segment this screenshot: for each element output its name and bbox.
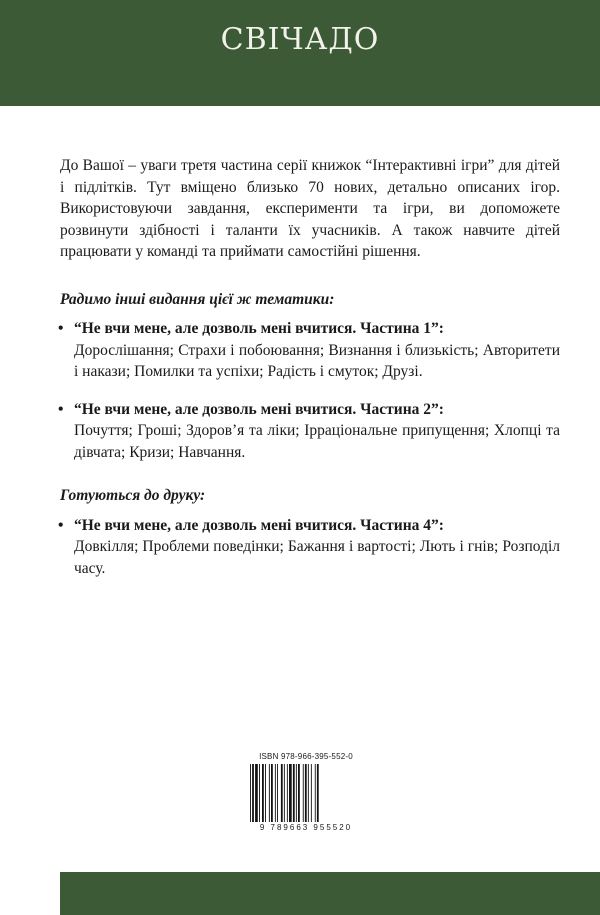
barcode-block: [236, 752, 376, 842]
back-cover-text: [60, 155, 560, 595]
book-title: “Не вчи мене, але дозволь мені вчитися. Частина 2”:: [74, 400, 444, 418]
book-topics: Довкілля; Проблеми поведінки; Бажання і вартості; Лють і гнів; Розподіл часу.: [74, 538, 560, 577]
other-editions-heading: Радимо інші видання цієї ж тематики:: [60, 290, 335, 308]
book-title: “Не вчи мене, але дозволь мені вчитися. Частина 4”:: [74, 516, 444, 534]
bullet-icon: •: [58, 516, 64, 534]
bullet-icon: •: [58, 400, 64, 418]
book-topics: Почуття; Гроші; Здоров’я та ліки; Ірраціональне припущення; Хлопці та дівчата; Кризи; Навчання.: [74, 422, 560, 461]
book-entry: [60, 399, 560, 464]
book-title: “Не вчи мене, але дозволь мені вчитися. Частина 1”:: [74, 320, 444, 337]
publisher-logo: СВІЧАДО: [220, 22, 380, 57]
header-band: [0, 0, 600, 106]
footer-band: [60, 872, 600, 915]
bullet-icon: •: [58, 320, 64, 337]
book-entry: [60, 318, 560, 383]
book-topics: Дорослішання; Страхи і побоювання; Визнання і близькість; Авторитети і накази; Помилки та успіхи; Радість і смуток; Друзі.: [74, 341, 560, 380]
forthcoming-heading: Готуються до друку:: [60, 487, 206, 504]
isbn-label: ISBN 978-966-395-552-0: [259, 752, 353, 761]
book-entry: [60, 515, 560, 580]
intro-paragraph: До Вашої – уваги третя частина серії книжок “Інтерактивні ігри” для дітей і підлітків. Тут вміщено близько 70 нових, детально описаних ігор. Використовуючи завдання, експерименти та ігри, ви допоможете розвинути здібності і таланти їх учасників. А також навчите дітей працювати у команді та приймати самостійні рішення.: [60, 157, 560, 260]
barcode-icon: [246, 764, 366, 822]
barcode-digits: 9 789663 955520: [259, 823, 353, 832]
